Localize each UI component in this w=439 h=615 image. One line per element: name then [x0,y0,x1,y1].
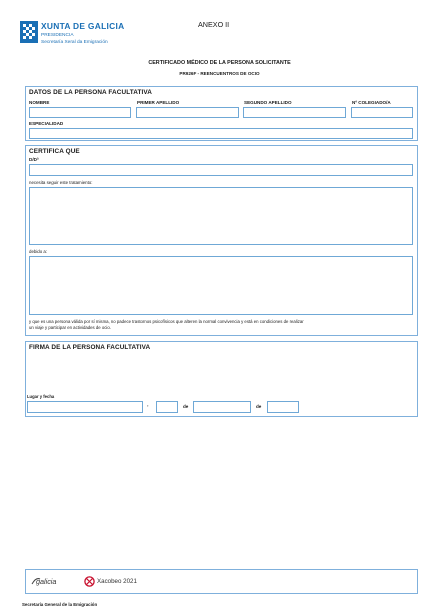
debido-label: debido a: [29,249,48,254]
procedure-code: PR926F - REENCUENTROS DE OCIO [179,71,260,76]
signature-title: FIRMA DE LA PERSONA FACULTATIVA [29,344,151,351]
day-input[interactable] [156,401,178,413]
nombre-label: NOMBRE [29,100,50,105]
org-subdepartment: Secretaría Xeral da Emigración [41,40,108,45]
statement-line-1: y que es una persona válida por sí misma, no padece trastornos psicofísicos que alteren la normal convivencia y está en condiciones de realizar [29,319,304,324]
debido-textarea[interactable] [29,256,413,315]
signature-section [25,341,418,417]
doctor-data-section [25,86,418,141]
statement-line-2: un viaje y participar en actividades de ocio. [29,325,111,330]
especialidad-input[interactable] [29,128,413,139]
colegiado-input[interactable] [351,107,413,118]
segundo-apellido-label: SEGUNDO APELLIDO [244,100,292,105]
xunta-emblem-icon [20,21,38,43]
dni-input[interactable] [29,164,413,176]
tratamiento-label: necesita seguir este tratamiento: [29,180,93,185]
xacobeo-cross-icon [84,576,95,587]
year-input[interactable] [267,401,299,413]
certifica-title: CERTIFICA QUE [29,148,80,155]
de-label-1: de [183,404,189,409]
footer-box [25,569,418,594]
colegiado-label: Nº COLEGIADO/A [352,100,391,105]
lugar-input[interactable] [27,401,143,413]
annex-label: ANEXO II [198,20,230,29]
primer-apellido-input[interactable] [136,107,239,118]
footer-secretaria: Secretaría General de la Emigración [22,602,98,607]
doctor-section-title: DATOS DE LA PERSONA FACULTATIVA [29,89,152,96]
xacobeo-logo-text: Xacobeo 2021 [97,578,137,585]
lugar-fecha-label: Lugar y fecha [27,394,55,399]
nombre-input[interactable] [29,107,131,118]
month-input[interactable] [193,401,251,413]
comma-separator: , [147,402,149,408]
especialidad-label: ESPECIALIDAD [29,121,64,126]
segundo-apellido-input[interactable] [243,107,346,118]
document-title: CERTIFICADO MÉDICO DE LA PERSONA SOLICITANTE [148,60,291,66]
tratamiento-textarea[interactable] [29,187,413,245]
galicia-logo-text: galicia [36,577,57,586]
de-label-2: de [256,404,262,409]
primer-apellido-label: PRIMER APELLIDO [137,100,180,105]
org-department: PRESIDENCIA [41,33,74,38]
dni-label: D/Dª [29,157,39,162]
certifica-section [25,145,418,336]
org-name: XUNTA DE GALICIA [41,21,125,31]
